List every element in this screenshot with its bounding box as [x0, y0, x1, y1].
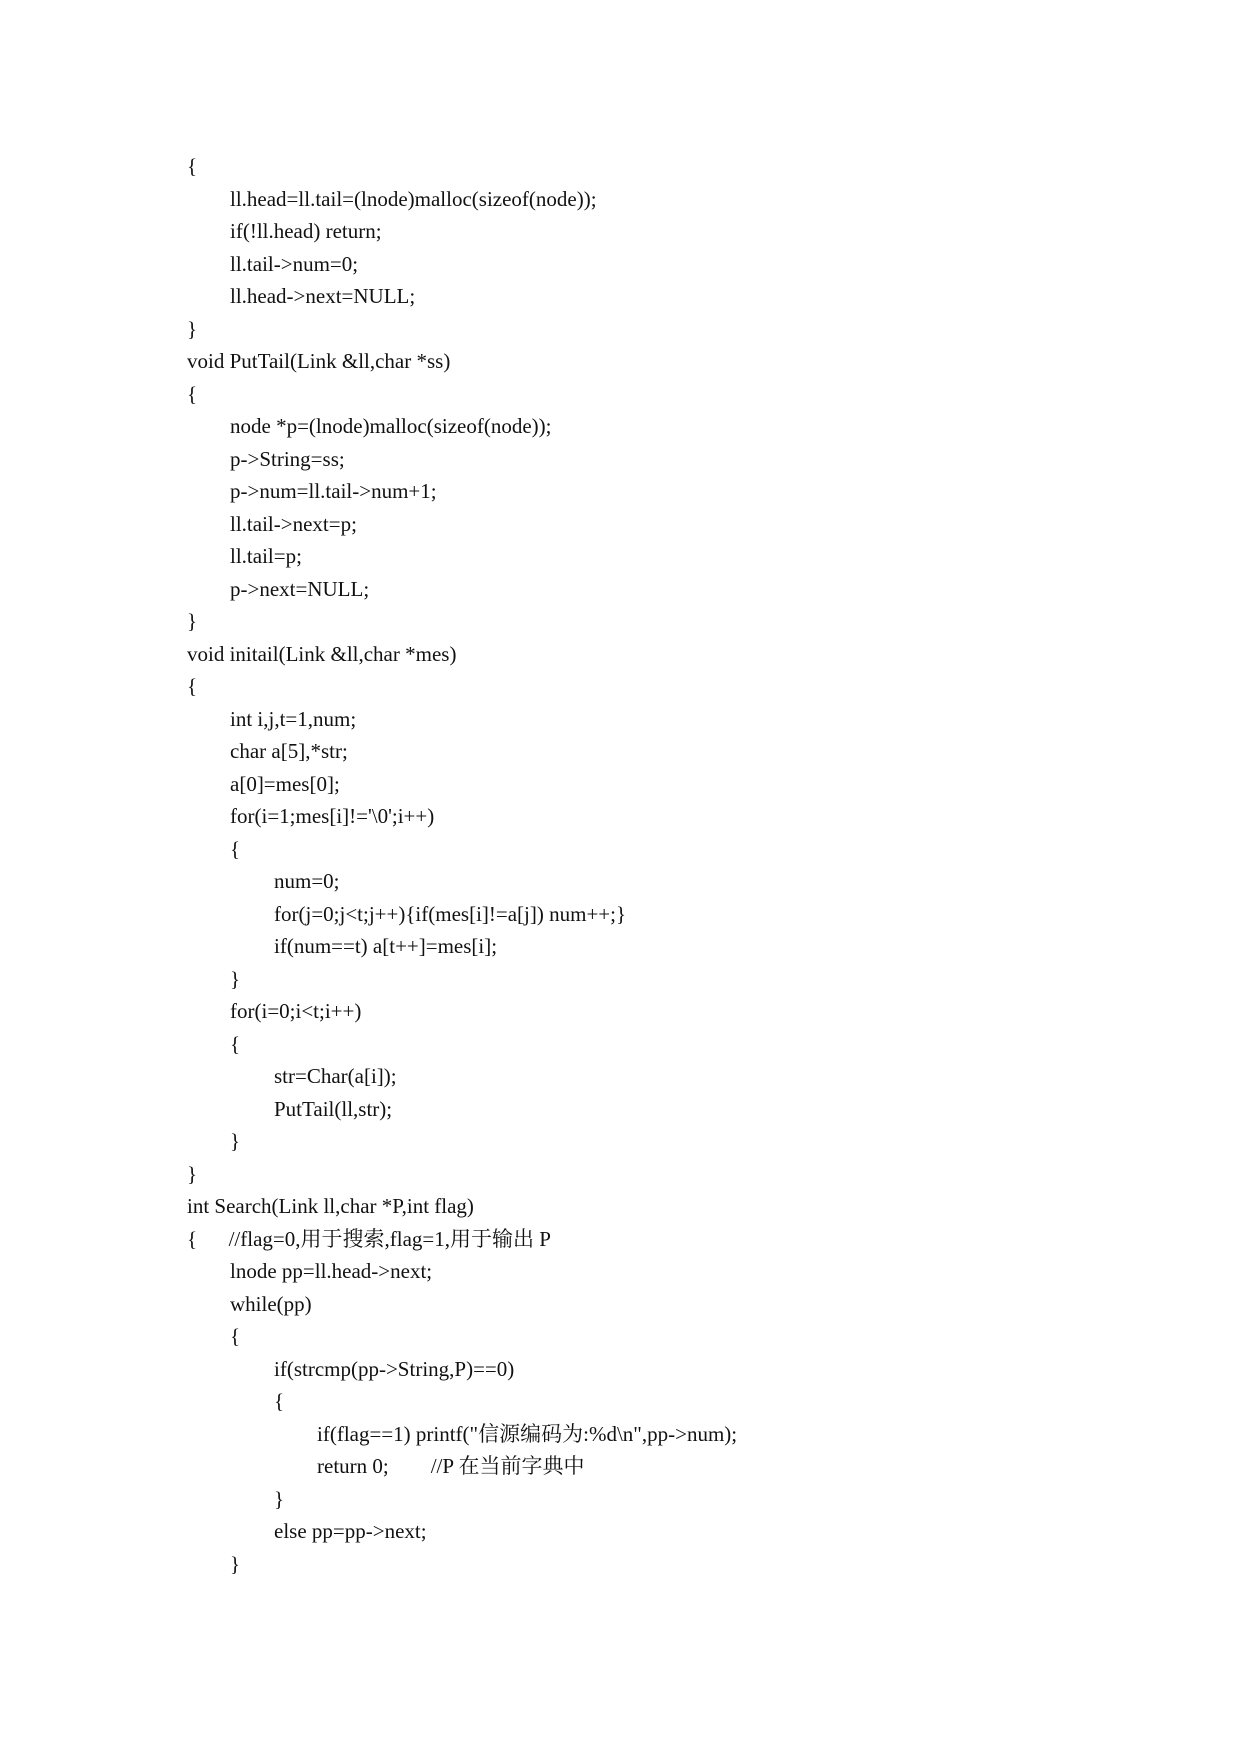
code-line: if(flag==1) printf("信源编码为:%d\n",pp->num);	[317, 1421, 738, 1446]
code-line: if(!ll.head) return;	[230, 219, 382, 243]
code-line: { //flag=0,用于搜索,flag=1,用于输出 P	[187, 1226, 551, 1251]
code-line: void initail(Link &ll,char *mes)	[187, 641, 457, 666]
code-line: {	[274, 1389, 285, 1413]
code-line: lnode pp=ll.head->next;	[230, 1259, 433, 1283]
code-line: void PutTail(Link &ll,char *ss)	[187, 349, 451, 373]
code-line: for(j=0;j<t;j++){if(mes[i]!=a[j]) num++;}	[274, 901, 627, 926]
code-line: return 0; //P 在当前字典中	[317, 1454, 585, 1478]
code-line: num=0;	[274, 869, 340, 893]
code-line: {	[230, 836, 241, 861]
code-line: p->String=ss;	[230, 446, 345, 471]
code-line: {	[187, 154, 198, 178]
code-line: node *p=(lnode)malloc(sizeof(node));	[230, 414, 552, 438]
code-line: }	[187, 316, 198, 341]
code-line: {	[187, 674, 198, 698]
code-line: }	[274, 1486, 285, 1511]
code-line: {	[187, 381, 198, 406]
code-line: int Search(Link ll,char *P,int flag)	[187, 1194, 474, 1218]
code-line: for(i=1;mes[i]!='\0';i++)	[230, 804, 435, 828]
code-line: else pp=pp->next;	[274, 1519, 427, 1543]
code-line: }	[230, 966, 241, 991]
code-line: }	[230, 1551, 241, 1576]
code-line: ll.tail=p;	[230, 544, 302, 568]
code-line: }	[230, 1129, 241, 1153]
code-line: }	[187, 609, 198, 633]
code-line: ll.head->next=NULL;	[230, 284, 416, 308]
code-line: ll.head=ll.tail=(lnode)malloc(sizeof(node));	[230, 186, 597, 211]
code-line: int i,j,t=1,num;	[230, 706, 357, 731]
code-line: PutTail(ll,str);	[274, 1096, 393, 1121]
code-line: ll.tail->num=0;	[230, 251, 359, 276]
code-line: ll.tail->next=p;	[230, 511, 357, 536]
code-line: while(pp)	[230, 1291, 312, 1316]
code-line: a[0]=mes[0];	[230, 771, 340, 796]
code-line: p->num=ll.tail->num+1;	[230, 479, 437, 503]
code-line: char a[5],*str;	[230, 739, 348, 763]
code-line: if(num==t) a[t++]=mes[i];	[274, 934, 498, 958]
code-line: p->next=NULL;	[230, 576, 370, 601]
code-line: if(strcmp(pp->String,P)==0)	[274, 1356, 515, 1381]
code-line: }	[187, 1161, 198, 1186]
code-line: str=Char(a[i]);	[274, 1064, 397, 1088]
code-line: {	[230, 1324, 241, 1348]
code-line: {	[230, 1031, 241, 1056]
code-line: for(i=0;i<t;i++)	[230, 999, 362, 1023]
code-listing	[187, 150, 1147, 1580]
